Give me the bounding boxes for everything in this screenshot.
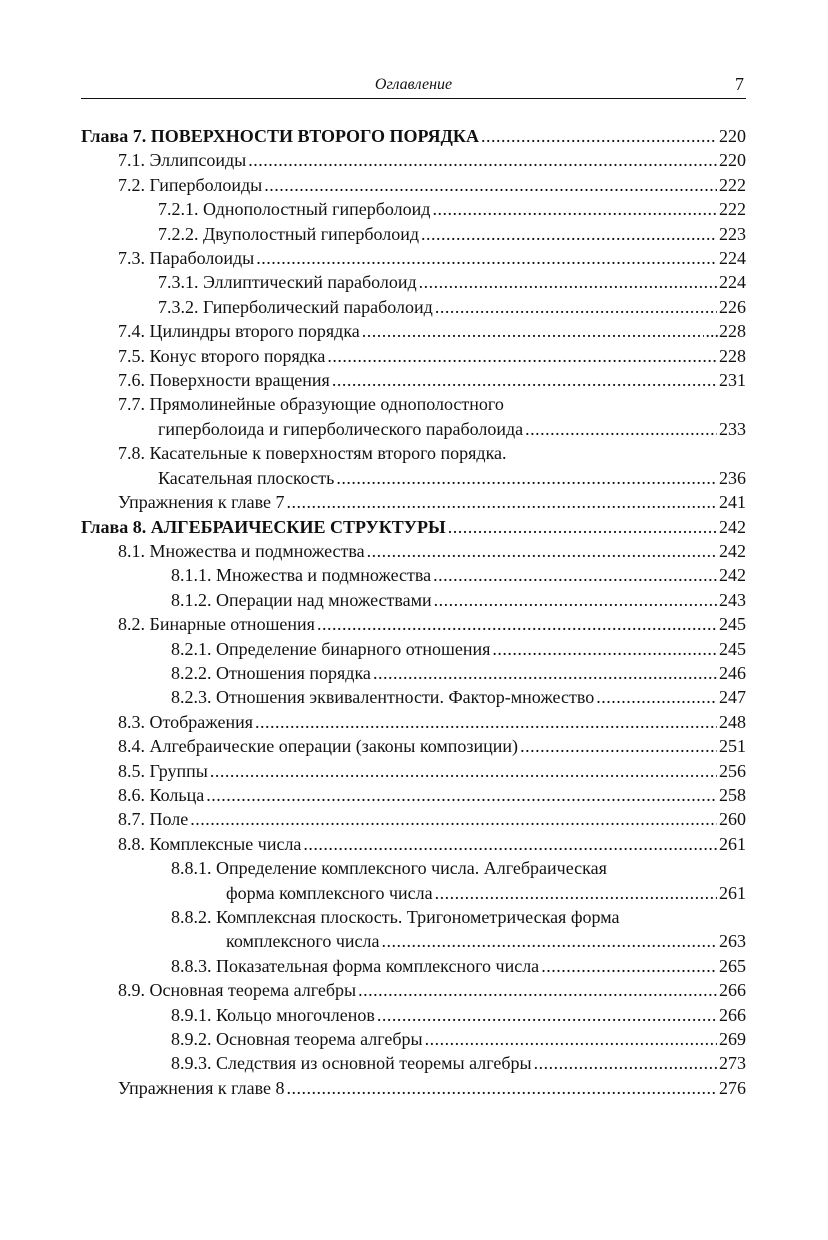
- dot-leader: [377, 1003, 717, 1027]
- toc-entry-title: 7.7. Прямолинейные образующие однополостного: [118, 394, 504, 415]
- dot-leader: [303, 832, 717, 856]
- toc-subsection-8-9-3[interactable]: [81, 1051, 746, 1075]
- toc-section-7-4[interactable]: [81, 319, 746, 343]
- toc-entry-page: 266: [719, 980, 746, 1001]
- toc-entry-page: 246: [719, 662, 746, 683]
- running-header: [81, 74, 746, 99]
- dot-leader: [210, 759, 717, 783]
- toc-section-8-4[interactable]: [81, 734, 746, 758]
- dot-leader: [317, 612, 717, 636]
- toc-entry-page: 236: [719, 467, 746, 488]
- toc-entry-page: 260: [719, 809, 746, 830]
- toc-subsection-7-3-2[interactable]: [81, 295, 746, 319]
- toc-entry-page: 247: [719, 687, 746, 708]
- toc-entry-title: 7.3.1. Эллиптический параболоид: [158, 272, 417, 293]
- header-title: Оглавление: [374, 76, 453, 93]
- toc-entry-page: 224: [719, 272, 746, 293]
- toc-subsection-8-1-1[interactable]: [81, 563, 746, 587]
- dot-leader: [525, 417, 717, 441]
- toc-entry-page: 242: [719, 540, 746, 561]
- toc-entry-title: 8.9.1. Кольцо многочленов: [171, 1004, 375, 1025]
- dot-leader: [541, 954, 717, 978]
- toc-subsection-8-2-3[interactable]: [81, 685, 746, 709]
- toc-entry-title: 8.8.3. Показательная форма комплексного числа: [171, 955, 540, 976]
- dot-leader: [255, 710, 717, 734]
- table-of-contents: [81, 124, 746, 1100]
- toc-entry-title: Упражнения к главе 8: [118, 1077, 285, 1098]
- toc-subsection-7-2-1[interactable]: [81, 197, 746, 221]
- dot-leader: [327, 344, 717, 368]
- dot-leader: [336, 466, 717, 490]
- toc-entry-title: 8.6. Кольца: [118, 784, 205, 805]
- toc-entry-page: 273: [719, 1053, 746, 1074]
- toc-entry-title: 7.3.2. Гиперболический параболоид: [158, 296, 433, 317]
- toc-section-7-1[interactable]: [81, 148, 746, 172]
- toc-subsection-8-9-2[interactable]: [81, 1027, 746, 1051]
- dot-leader: [520, 734, 717, 758]
- dot-leader: [248, 148, 717, 172]
- toc-entry-page: 228: [719, 345, 746, 366]
- toc-entry-title: 8.1.2. Операции над множествами: [171, 589, 432, 610]
- toc-subsection-8-1-2[interactable]: [81, 588, 746, 612]
- toc-subsection-7-3-1[interactable]: [81, 270, 746, 294]
- dot-leader: [362, 319, 704, 343]
- toc-entry-page: 256: [719, 760, 746, 781]
- dot-leader: [425, 1027, 717, 1051]
- dot-leader: [367, 539, 717, 563]
- toc-entry-title: 8.2.1. Определение бинарного отношения: [171, 638, 491, 659]
- toc-entry-page: 224: [719, 248, 746, 269]
- dot-leader: [381, 929, 717, 953]
- dot-leader: [432, 197, 717, 221]
- dot-leader: [481, 124, 717, 148]
- toc-entry-page: 243: [719, 589, 746, 610]
- toc-entry-page: 266: [719, 1004, 746, 1025]
- toc-entry-page: 223: [719, 223, 746, 244]
- toc-entry-page: 248: [719, 711, 746, 732]
- toc-entry-page: 222: [719, 174, 746, 195]
- toc-section-8-7[interactable]: [81, 807, 746, 831]
- toc-section-7-3[interactable]: [81, 246, 746, 270]
- toc-entry-page: 269: [719, 1029, 746, 1050]
- toc-entry-page: 265: [719, 955, 746, 976]
- dot-leader: [492, 637, 717, 661]
- toc-entry-title-continued: комплексного числа: [226, 931, 380, 952]
- toc-subsection-8-2-2[interactable]: [81, 661, 746, 685]
- toc-entry-title: 8.9.2. Основная теорема алгебры: [171, 1029, 423, 1050]
- dot-leader: [534, 1051, 717, 1075]
- toc-entry-title: 8.3. Отображения: [118, 711, 254, 732]
- dot-leader: [190, 807, 717, 831]
- dot-leader: [435, 295, 717, 319]
- toc-section-7-7[interactable]: [81, 392, 746, 441]
- toc-entry-title: Глава 8. АЛГЕБРАИЧЕСКИЕ СТРУКТУРЫ: [81, 516, 446, 537]
- toc-section-8-1[interactable]: [81, 539, 746, 563]
- dot-leader: [373, 661, 717, 685]
- toc-entry-title: 7.1. Эллипсоиды: [118, 150, 247, 171]
- toc-entry-page: 276: [719, 1077, 746, 1098]
- toc-entry-title: 7.2.2. Двуполостный гиперболоид: [158, 223, 420, 244]
- toc-entry-title: 7.6. Поверхности вращения: [118, 370, 330, 391]
- toc-chapter-8[interactable]: [81, 515, 746, 539]
- toc-entry-page: 245: [719, 638, 746, 659]
- toc-entry-title: 8.8. Комплексные числа: [118, 833, 302, 854]
- dot-leader: [596, 685, 717, 709]
- toc-entry-page: 261: [719, 833, 746, 854]
- toc-entry-title: 8.9.3. Следствия из основной теоремы алгебры: [171, 1053, 532, 1074]
- toc-entry-title: 8.8.2. Комплексная плоскость. Тригонометрическая форма: [171, 907, 620, 927]
- toc-exercises-7[interactable]: [81, 490, 746, 514]
- toc-subsection-8-2-1[interactable]: [81, 637, 746, 661]
- toc-entry-page: 258: [719, 784, 746, 805]
- toc-entry-page: 245: [719, 614, 746, 635]
- toc-entry-title: 8.1. Множества и подмножества: [118, 540, 365, 561]
- dot-leader: [419, 270, 717, 294]
- toc-entry-page: ...228: [705, 321, 746, 342]
- toc-entry-title: 7.2. Гиперболоиды: [118, 174, 263, 195]
- toc-section-8-3[interactable]: [81, 710, 746, 734]
- toc-entry-title: Упражнения к главе 7: [118, 492, 285, 513]
- dot-leader: [332, 368, 717, 392]
- toc-section-8-9[interactable]: [81, 978, 746, 1002]
- toc-chapter-7[interactable]: [81, 124, 746, 148]
- toc-entry-title-continued: Касательная плоскость: [158, 467, 335, 488]
- toc-entry-title: 8.2. Бинарные отношения: [118, 614, 315, 635]
- toc-entry-page: 263: [719, 931, 746, 952]
- toc-subsection-8-8-2[interactable]: [81, 905, 746, 954]
- toc-entry-page: 231: [719, 370, 746, 391]
- toc-section-7-2[interactable]: [81, 173, 746, 197]
- dot-leader: [286, 490, 717, 514]
- toc-entry-page: 220: [719, 150, 746, 171]
- toc-entry-title: Глава 7. ПОВЕРХНОСТИ ВТОРОГО ПОРЯДКА: [81, 126, 479, 146]
- toc-section-8-5[interactable]: [81, 759, 746, 783]
- toc-entry-page: 241: [719, 492, 746, 513]
- toc-entry-page: 251: [719, 736, 746, 757]
- toc-entry-title: 7.5. Конус второго порядка: [118, 345, 326, 366]
- dot-leader: [206, 783, 717, 807]
- toc-entry-title: 8.1.1. Множества и подмножества: [171, 565, 432, 586]
- toc-entry-title: 8.8.1. Определение комплексного числа. Алгебраическая: [171, 858, 607, 879]
- toc-entry-title: 8.2.3. Отношения эквивалентности. Фактор-множество: [171, 687, 595, 708]
- dot-leader: [358, 978, 717, 1002]
- toc-entry-page: 220: [719, 126, 746, 146]
- toc-subsection-7-2-2[interactable]: [81, 222, 746, 246]
- toc-entry-page: 261: [719, 882, 746, 903]
- toc-entry-page: 242: [719, 516, 746, 537]
- toc-entry-page: 226: [719, 296, 746, 317]
- toc-section-8-2[interactable]: [81, 612, 746, 636]
- toc-entry-title: 8.2.2. Отношения порядка: [171, 662, 371, 683]
- toc-subsection-8-8-1[interactable]: [81, 856, 746, 905]
- toc-entry-page: 233: [719, 418, 746, 439]
- toc-subsection-8-8-3[interactable]: [81, 954, 746, 978]
- toc-entry-title: 7.3. Параболоиды: [118, 248, 255, 269]
- toc-section-7-8[interactable]: [81, 441, 746, 490]
- toc-entry-title-continued: гиперболоида и гиперболического параболоида: [158, 418, 524, 439]
- toc-entry-title-continued: форма комплексного числа: [226, 882, 433, 903]
- toc-entry-title: 7.8. Касательные к поверхностям второго порядка.: [118, 443, 507, 464]
- toc-section-7-5[interactable]: [81, 344, 746, 368]
- toc-subsection-8-9-1[interactable]: [81, 1003, 746, 1027]
- dot-leader: [286, 1076, 717, 1100]
- dot-leader: [264, 173, 717, 197]
- toc-section-8-8[interactable]: [81, 832, 746, 856]
- toc-entry-page: 222: [719, 199, 746, 220]
- toc-section-8-6[interactable]: [81, 783, 746, 807]
- toc-entry-title: 8.5. Группы: [118, 760, 208, 781]
- toc-entry-title: 7.2.1. Однополостный гиперболоид: [158, 199, 431, 220]
- dot-leader: [256, 246, 717, 270]
- toc-entry-title: 7.4. Цилиндры второго порядка: [118, 321, 360, 342]
- toc-entry-page: 242: [719, 565, 746, 586]
- dot-leader: [434, 588, 717, 612]
- toc-section-7-6[interactable]: [81, 368, 746, 392]
- header-page-number: 7: [735, 74, 744, 94]
- toc-entry-title: 8.9. Основная теорема алгебры: [118, 980, 357, 1001]
- dot-leader: [435, 881, 717, 905]
- dot-leader: [433, 563, 717, 587]
- toc-exercises-8[interactable]: [81, 1076, 746, 1100]
- dot-leader: [421, 222, 717, 246]
- toc-entry-title: 8.7. Поле: [118, 809, 189, 830]
- dot-leader: [448, 515, 717, 539]
- toc-entry-title: 8.4. Алгебраические операции (законы композиции): [118, 736, 519, 757]
